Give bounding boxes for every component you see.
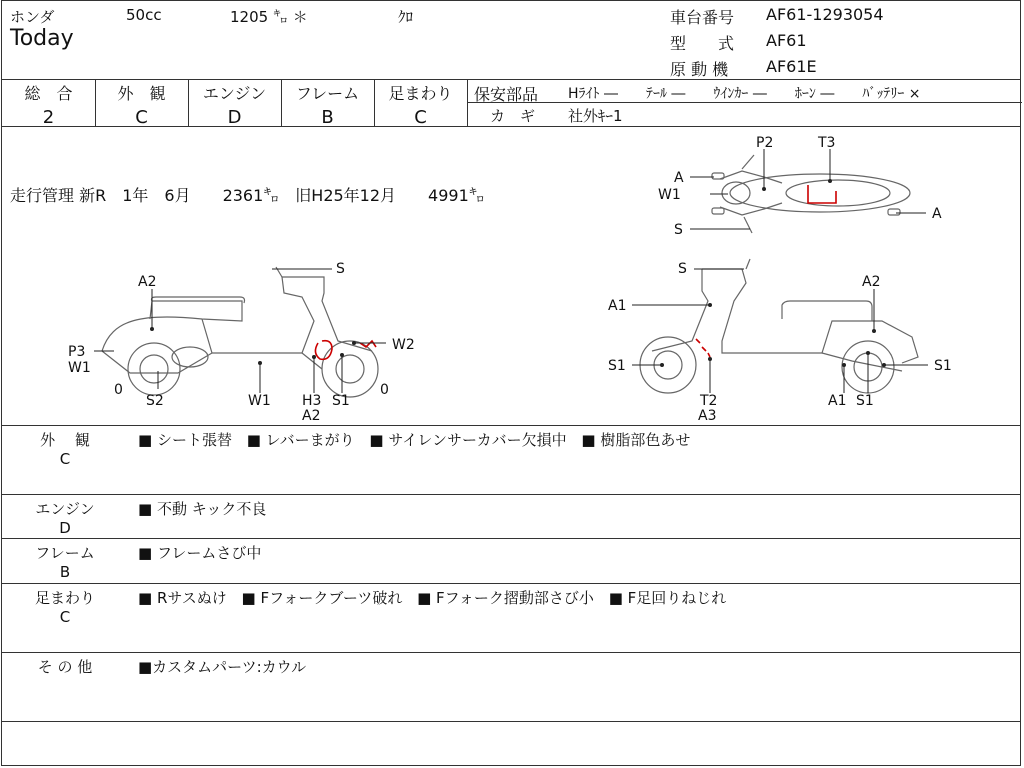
grade-value: D [227, 107, 242, 128]
section-title: 外 観 [40, 431, 90, 449]
grade-engine [188, 81, 281, 128]
grade-value: 2 [42, 107, 55, 128]
label-a1: A1 [608, 298, 627, 314]
section-title: そ の 他 [37, 658, 93, 676]
label-s: S [336, 261, 345, 277]
divider [2, 721, 1020, 722]
label-s: S [674, 222, 683, 238]
remark-item: ■ レバーまがり [246, 431, 355, 449]
grade-overall [2, 81, 95, 128]
grade-value: C [414, 107, 427, 128]
section-suspension-items [138, 587, 736, 608]
section-other-label [20, 656, 110, 677]
section-engine-label [20, 498, 110, 537]
grade-label: 総 合 [24, 84, 73, 103]
label-s1: S1 [856, 393, 874, 409]
inspection-sheet [1, 0, 1021, 766]
label-p3: P3 [68, 344, 86, 360]
frame-no: AF61-1293054 [766, 5, 884, 24]
section-title: エンジン [35, 500, 95, 518]
divider [2, 652, 1020, 653]
key-label: カ ギ [490, 107, 536, 125]
section-grade: C [59, 450, 71, 468]
section-frame-items [138, 542, 271, 563]
remark-item: ■ Fフォーク摺動部さび小 [417, 589, 594, 607]
label-a: A [674, 170, 684, 186]
label-w1: W1 [248, 393, 271, 409]
label-p2: P2 [756, 135, 774, 151]
label-w2: W2 [392, 337, 415, 353]
label-a2: A2 [862, 274, 881, 290]
section-frame-label [20, 542, 110, 581]
label-s: S [678, 261, 687, 277]
frame-no-label: 車台番号 [670, 8, 735, 27]
grade-suspension [374, 81, 467, 128]
remark-item: ■ フレームさび中 [138, 544, 262, 562]
label-a: A [932, 206, 942, 222]
label-w1: W1 [658, 187, 681, 203]
section-other-items [138, 656, 316, 677]
label-zero: 0 [380, 382, 389, 398]
key-value: 社外ｷｰ1 [568, 107, 623, 125]
remark-item: ■ Rサスぬけ [138, 589, 227, 607]
mileage: 1205 ㌔ ＊ [230, 8, 308, 26]
section-title: 足まわり [34, 589, 95, 607]
divider [2, 583, 1020, 584]
displacement: 50cc [126, 6, 162, 24]
label-h3: H3 [302, 393, 322, 409]
grade-label: 外 観 [117, 84, 166, 103]
label-w1: W1 [68, 360, 91, 376]
grade-label: フレーム [295, 84, 360, 103]
divider [2, 79, 1020, 80]
remark-item: ■ F足回りねじれ [608, 589, 727, 607]
color: ｸﾛ [398, 8, 414, 26]
remark-item: ■ 不動 キック不良 [138, 500, 267, 518]
section-grade: D [59, 519, 71, 537]
grade-frame [281, 81, 374, 128]
section-exterior-items [138, 429, 700, 450]
section-grade: B [59, 563, 71, 581]
model-name: Today [10, 26, 74, 51]
divider [2, 494, 1020, 495]
type-value: AF61 [766, 31, 807, 50]
remark-item: ■ 樹脂部色あせ [581, 431, 691, 449]
remark-item: ■ Fフォークブーツ破れ [241, 589, 403, 607]
grade-exterior [95, 81, 188, 128]
label-zero: 0 [114, 382, 123, 398]
remark-item: ■カスタムパーツ:カウル [138, 658, 307, 676]
section-suspension-label [20, 587, 110, 626]
scooter-top-view [712, 155, 910, 233]
mileage-record: 走行管理 新R 1年 6月 2361㌔ 旧H25年12月 4991㌔ [10, 186, 485, 205]
label-t2: T2 [700, 393, 718, 409]
section-engine-items [138, 498, 276, 519]
divider [2, 538, 1020, 539]
label-a2: A2 [138, 274, 157, 290]
label-s1: S1 [332, 393, 350, 409]
maker: ホンダ [10, 8, 55, 26]
engine-label: 原 動 機 [670, 60, 729, 79]
engine-value: AF61E [766, 57, 817, 76]
label-s1: S1 [934, 358, 952, 374]
remark-item: ■ シート張替 [138, 431, 232, 449]
safety-items: Hﾗｲﾄ ― ﾃｰﾙ ― ｳｲﾝｶｰ ― ﾎｰﾝ ― ﾊﾞｯﾃﾘｰ × [568, 86, 921, 102]
label-a3: A3 [698, 408, 717, 424]
grade-value: C [135, 107, 148, 128]
grade-label: エンジン [202, 84, 267, 103]
scooter-diagram [2, 127, 1022, 425]
remark-item: ■ サイレンサーカバー欠損中 [369, 431, 567, 449]
label-a1: A1 [828, 393, 847, 409]
type-label: 型 式 [670, 34, 735, 53]
label-s1: S1 [608, 358, 626, 374]
section-grade: C [59, 608, 71, 626]
grade-label: 足まわり [388, 84, 453, 103]
safety-label: 保安部品 [474, 85, 539, 104]
label-t3: T3 [818, 135, 836, 151]
section-exterior-label [20, 429, 110, 468]
grade-value: B [321, 107, 334, 128]
section-title: フレーム [35, 544, 95, 562]
label-s2: S2 [146, 393, 164, 409]
label-a2: A2 [302, 408, 321, 424]
divider [2, 425, 1020, 426]
